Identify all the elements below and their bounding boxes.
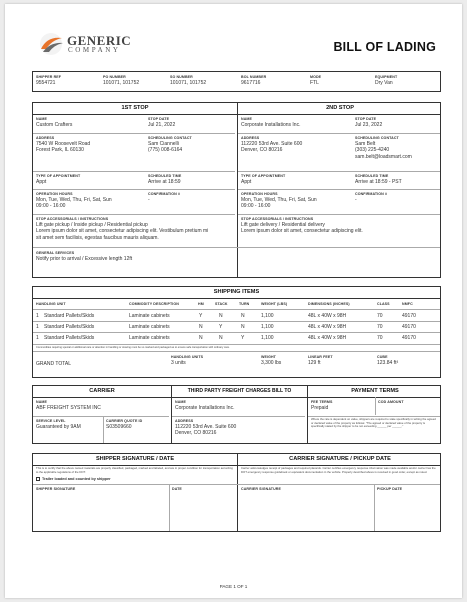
stop1-contact: SCHEDULING CONTACT Sam Ciannelli (775) 008-6164 xyxy=(148,136,192,153)
col-weight: WEIGHT (LBS) xyxy=(261,302,288,306)
col-hm: HM xyxy=(198,302,204,306)
grand-total-label: GRAND TOTAL xyxy=(36,361,72,367)
shipping-items-header: SHIPPING ITEMS xyxy=(213,289,260,295)
trailer-loaded-checkbox[interactable]: Trailer loaded and counted by shipper xyxy=(36,477,111,481)
cod-amount: COD AMOUNT xyxy=(378,400,404,404)
stop1-name: NAME Custom Crafters xyxy=(36,117,73,128)
col-nmfc: NMFC xyxy=(402,302,413,306)
carrier-header: CARRIER xyxy=(89,388,115,394)
value-declaration: Where the rate is dependent on value, shippers are required to state specifically in writing the agreed or declared value of the property as follows: "The agreed or declared value of the property is specifically stated by the shipper to be not exceeding ______ per ______." xyxy=(311,417,436,429)
col-turn: TURN xyxy=(239,302,250,306)
carrier-signature-field[interactable]: CARRIER SIGNATURE xyxy=(241,487,281,491)
stop1-sched-time: SCHEDULED TIME Arrive at 18:59 xyxy=(148,174,182,185)
stop2-date: STOP DATE Jul 23, 2022 xyxy=(355,117,383,128)
total-linear-feet: LINEAR FEET 129 ft xyxy=(308,355,333,366)
total-weight: WEIGHT 3,300 lbs xyxy=(261,355,282,366)
bill-to-address: ADDRESS 112220 53rd Ave. Suite 600 Denver, CO 80216 xyxy=(175,419,237,436)
commodity-note: Commodities requiring special or additional care or attention in handling or stowing must be so marked and packaged as to ensure safe transportation with ordinary care. xyxy=(36,346,230,349)
company-logo xyxy=(38,31,198,57)
so-number: SO NUMBER 101071, 101752 xyxy=(170,75,207,86)
po-number: PO NUMBER 101071, 101752 xyxy=(103,75,140,86)
checkbox-icon[interactable] xyxy=(36,477,40,481)
document-page xyxy=(5,4,462,598)
service-level: SERVICE LEVEL Guaranteed by 9AM xyxy=(36,419,81,430)
col-stack: STACK xyxy=(215,302,228,306)
company-subname: COMPANY xyxy=(68,46,121,54)
page-number: PAGE 1 OF 1 xyxy=(219,584,248,589)
stop1-confirmation: CONFIRMATION # - xyxy=(148,192,181,203)
bol-number: BOL NUMBER 9617716 xyxy=(241,75,267,86)
item-row: 1 Standard Pallets/Skids Laminate cabinets N N Y 1,100 48L x 40W x 98H 70 49170 xyxy=(36,335,416,341)
carrier-billing-box xyxy=(32,385,441,444)
stop2-confirmation: CONFIRMATION # - xyxy=(355,192,388,203)
mode: MODE FTL xyxy=(310,75,322,86)
item-row: 1 Standard Pallets/Skids Laminate cabinets N Y N 1,100 48L x 40W x 98H 70 49170 xyxy=(36,324,416,330)
general-services: GENERAL SERVICES Notify prior to arrival / Excessive length 12ft xyxy=(36,251,133,262)
equipment: EQUIPMENT Dry Van xyxy=(375,75,398,86)
stop1-hours: OPERATION HOURS Mon, Tue, Wed, Thu, Fri, Sat, Sun 09:00 - 16:00 xyxy=(36,192,112,209)
stop1-appt-type: TYPE OF APPOINTMENT Appt xyxy=(36,174,81,185)
col-handling-unit: HANDLING UNIT xyxy=(36,302,66,306)
stop1-address: ADDRESS 7540 W Roosevelt Road Forest Park, IL 60130 xyxy=(36,136,91,153)
stop2-accessorials: STOP ACCESSORIALS / INSTRUCTIONS Lift gate delivery / Residential delivery Lorem ipsum dolor sit amet, consectetur adipiscing elit. xyxy=(241,217,363,234)
carrier-signature-header: CARRIER SIGNATURE / PICKUP DATE xyxy=(289,456,391,462)
item-row: 1 Standard Pallets/Skids Laminate cabinets Y N N 1,100 48L x 40W x 98H 70 49170 xyxy=(36,313,416,319)
carrier-quote-id: CARRIER QUOTE ID S03509660 xyxy=(106,419,143,430)
shipping-items-box xyxy=(32,286,441,378)
shipper-signature-header: SHIPPER SIGNATURE / DATE xyxy=(95,456,175,462)
col-class: CLASS xyxy=(377,302,390,306)
col-dimensions: DIMENSIONS (INCHES) xyxy=(308,302,350,306)
stop2-name: NAME Corporate Installations Inc. xyxy=(241,117,301,128)
carrier-name: NAME ABF FREIGHT SYSTEM INC xyxy=(36,400,101,411)
third-party-header: THIRD PARTY FREIGHT CHARGES BILL TO xyxy=(187,388,292,394)
shipper-ref: SHIPPER REF 9554721 xyxy=(36,75,62,86)
stop2-header: 2ND STOP xyxy=(326,105,354,111)
payment-terms-header: PAYMENT TERMS xyxy=(351,388,399,394)
stop2-hours: OPERATION HOURS Mon, Tue, Wed, Thu, Fri, Sat, Sun 09:00 - 16:00 xyxy=(241,192,317,209)
stop2-contact: SCHEDULING CONTACT Sam Belt (303) 225-4240 sam.belt@loadsmart.com xyxy=(355,136,412,160)
carrier-acknowledgement: Carrier acknowledges receipt of packages and required placards. Carrier certifies emergency response information was made available and/or carrier has the DOT emergency response guidebook or equivalent documentation in the vehicle. Property described above is received in good order, except as noted. xyxy=(241,466,436,474)
logo-mark-icon xyxy=(38,31,64,57)
stops-box xyxy=(32,102,441,278)
total-cube: CUBE 123.84 ft³ xyxy=(377,355,399,366)
stop2-sched-time: SCHEDULED TIME Arrive at 18:59 - PST xyxy=(355,174,402,185)
company-name: GENERIC xyxy=(67,33,132,48)
total-handling-units: HANDLING UNITS 3 units xyxy=(171,355,204,366)
stop1-header: 1ST STOP xyxy=(121,105,149,111)
document-title: BILL OF LADING xyxy=(333,40,436,54)
stop2-address: ADDRESS 112220 53rd Ave. Suite 600 Denver, CO 80216 xyxy=(241,136,303,153)
signatures-box xyxy=(32,453,441,532)
col-commodity: COMMODITY DESCRIPTION xyxy=(129,302,179,306)
stop1-accessorials: STOP ACCESSORIALS / INSTRUCTIONS Lift gate pickup / Inside pickup / Residential pickup Lorem ipsum dolor sit amet, consectetur adipiscing elit. Vestibulum pretium mi sit amet sem facilisis, egestas faucibus mauris aliquam. xyxy=(36,217,209,241)
shipment-info-box xyxy=(32,71,441,92)
shipper-certification: This is to certify that the above named materials are properly classified, packaged, marked and labeled, and are in proper condition for transportation according to the applicable regulations of the DOT. xyxy=(36,466,233,474)
fee-terms: FEE TERMS Prepaid xyxy=(311,400,333,411)
shipper-signature-field[interactable]: SHIPPER SIGNATURE xyxy=(36,487,76,491)
pickup-date-field[interactable]: PICKUP DATE xyxy=(377,487,403,491)
bill-to-name: NAME Corporate Installations Inc. xyxy=(175,400,235,411)
stop1-date: STOP DATE Jul 21, 2022 xyxy=(148,117,176,128)
shipper-date-field[interactable]: DATE xyxy=(172,487,182,491)
stop2-appt-type: TYPE OF APPOINTMENT Appt xyxy=(241,174,286,185)
